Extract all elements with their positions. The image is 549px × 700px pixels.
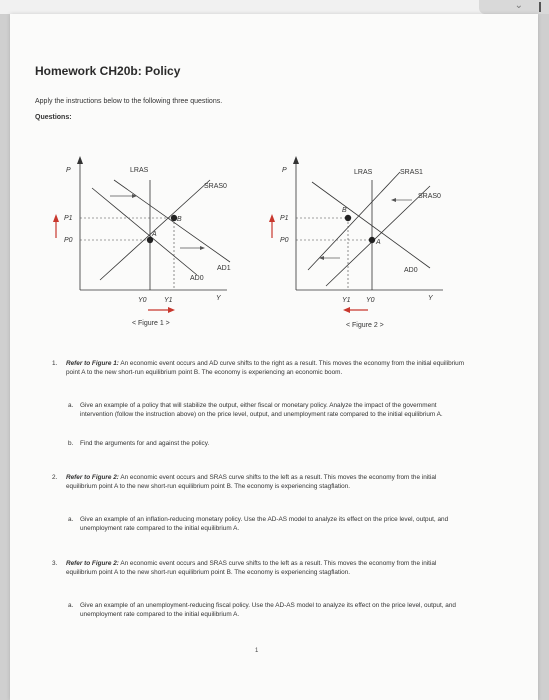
label-sras0: SRAS0 xyxy=(418,193,441,200)
question-3a-text: Give an example of an unemployment-reducing fiscal policy. Use the AD-AS model to analyze its effect on the price level, output, and unemployment rate compared to the initial equilibrium A. xyxy=(80,602,456,618)
label-point-a: A xyxy=(376,239,381,246)
question-3-text xyxy=(66,560,466,577)
question-1b-text: Find the arguments for and against the policy. xyxy=(80,440,210,447)
figure-1-diagram xyxy=(52,150,242,310)
figure-2-caption: < Figure 2 > xyxy=(346,322,384,329)
label-lras: LRAS xyxy=(130,167,149,174)
axis-label-p: P xyxy=(282,167,287,174)
questions-heading: Questions: xyxy=(35,114,72,121)
label-ad0: AD0 xyxy=(404,267,418,274)
point-b xyxy=(345,215,351,221)
shift-arrow-icon xyxy=(319,256,324,260)
y-axis-arrow-icon xyxy=(293,156,299,164)
label-p1: P1 xyxy=(64,215,73,222)
figure-1-caption: < Figure 1 > xyxy=(132,320,170,327)
label-point-b: B xyxy=(342,207,347,214)
ad0-curve xyxy=(92,188,197,275)
label-lras: LRAS xyxy=(354,169,373,176)
page-title: Homework CH20b: Policy xyxy=(35,64,181,78)
label-y1: Y1 xyxy=(164,297,173,304)
label-y1: Y1 xyxy=(342,297,351,304)
question-2-lead: Refer to Figure 2: xyxy=(66,474,119,481)
point-a xyxy=(369,237,375,243)
question-2-body: An economic event occurs and SRAS curve shifts to the left as a result. This moves the economy from the initial equilibrium point A to the new short-run equilibrium point B. The economy is experiencing stagflation. xyxy=(66,474,437,490)
label-sras1: SRAS1 xyxy=(400,169,423,176)
scroll-handle-icon[interactable] xyxy=(539,2,541,12)
question-2-number: 2. xyxy=(52,474,58,481)
page-number: 1 xyxy=(255,648,259,654)
question-1-body: An economic event occurs and AD curve shifts to the right as a result. This moves the economy from the initial equilibrium point A to the new short-run equilibrium point B. The economy is experiencing an economic boom. xyxy=(66,360,465,376)
question-1a-text: Give an example of a policy that will stabilize the output, either fiscal or monetary policy. Analyze the impact of the government intervention (follow the instruction above) on the price level, output, and unemployment rate compared to the initial equilibrium A. xyxy=(80,402,443,418)
question-3a-letter: a. xyxy=(68,602,74,609)
label-p1: P1 xyxy=(280,215,289,222)
question-3-body: An economic event occurs and SRAS curve shifts to the left as a result. This moves the economy from the initial equilibrium point A to the new short-run equilibrium point B. The economy is experiencing stagflation. xyxy=(66,560,437,576)
label-sras0: SRAS0 xyxy=(204,183,227,190)
figure-1 xyxy=(52,150,242,315)
label-y0: Y0 xyxy=(366,297,375,304)
label-y0: Y0 xyxy=(138,297,147,304)
question-1a-letter: a. xyxy=(68,402,74,409)
shift-arrow-icon xyxy=(391,198,396,202)
sras0-curve xyxy=(100,180,210,280)
ad0-curve xyxy=(312,182,430,268)
label-ad1: AD1 xyxy=(217,265,231,272)
axis-label-y: Y xyxy=(216,295,221,302)
question-1b-letter: b. xyxy=(68,440,74,447)
price-up-arrow-icon xyxy=(53,214,59,222)
y-axis-arrow-icon xyxy=(77,156,83,164)
question-1-text xyxy=(66,360,466,377)
question-1-number: 1. xyxy=(52,360,58,367)
question-3-lead: Refer to Figure 2: xyxy=(66,560,119,567)
axis-label-y: Y xyxy=(428,295,433,302)
shift-arrow-icon xyxy=(200,246,205,250)
price-up-arrow-icon xyxy=(269,214,275,222)
document-page xyxy=(10,14,538,700)
chevron-down-icon[interactable]: ⌄ xyxy=(514,0,523,11)
label-ad0: AD0 xyxy=(190,275,204,282)
label-p0: P0 xyxy=(64,237,73,244)
instructions-text: Apply the instructions below to the following three questions. xyxy=(35,98,223,105)
sras1-curve xyxy=(308,172,400,270)
output-right-arrow-icon xyxy=(168,307,175,313)
question-3-number: 3. xyxy=(52,560,58,567)
label-p0: P0 xyxy=(280,237,289,244)
window-top-bar xyxy=(0,0,549,14)
label-point-a: A xyxy=(152,231,157,238)
question-2a-text: Give an example of an inflation-reducing monetary policy. Use the AD-AS model to analyze its effect on the price level, output, and unemployment rate compared to the initial equilibrium A. xyxy=(80,516,449,532)
question-2-text xyxy=(66,474,466,491)
question-1-lead: Refer to Figure 1: xyxy=(66,360,119,367)
figure-2-diagram xyxy=(268,150,458,310)
label-point-b: B xyxy=(177,216,182,223)
figure-2 xyxy=(268,150,458,315)
question-2a-letter: a. xyxy=(68,516,74,523)
output-left-arrow-icon xyxy=(343,307,350,313)
axis-label-p: P xyxy=(66,167,71,174)
